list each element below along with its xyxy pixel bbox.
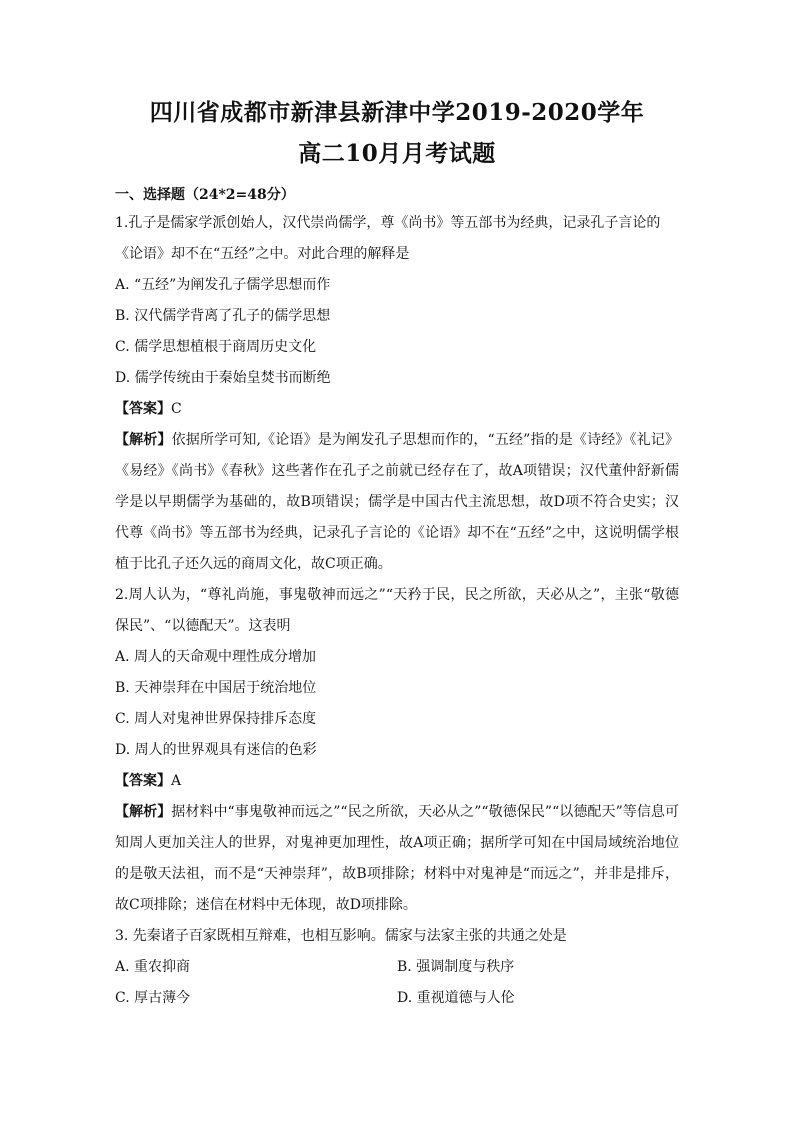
answer-value: C xyxy=(171,401,182,417)
question-stem: 2.周人认为，“尊礼尚施，事鬼敬神而远之”“天矜于民，民之所欲，天必从之”，主张“敬德保民”、“以德配天”。这表明 xyxy=(115,587,679,634)
answer-line xyxy=(115,394,679,425)
option-b: B. 天神崇拜在中国居于统治地位 xyxy=(115,680,317,696)
analysis-text: 依据所学可知,《论语》是为阐发孔子思想而作的，“五经”指的是《诗经》《礼记》《易经》《尚书》《春秋》这些著作在孔子之前就已经存在了，故A项错误；汉代董仲舒新儒学是以早期儒学为基础的，故B项错误；儒学是中国古代主流思想，故D项不符合史实；汉代尊《尚书》等五部书为经典，记录孔子言论的《论语》却不在“五经”之中，这说明儒学根植于比孔子还久远的商周文化，故C项正确。 xyxy=(115,432,679,572)
option-b: B. 汉代儒学背离了孔子的儒学思想 xyxy=(115,308,331,324)
option-c: C. 儒学思想植根于商周历史文化 xyxy=(115,339,317,355)
option-d: D. 重视道德与人伦 xyxy=(397,990,515,1006)
section-heading: 一、选择题（24*2=48分） xyxy=(115,187,295,203)
exam-page xyxy=(115,96,679,1014)
answer-line xyxy=(115,766,679,797)
option-a: A. 周人的天命观中理性成分增加 xyxy=(115,649,317,665)
analysis-label: 【解析】 xyxy=(115,804,172,820)
option-a: A. “五经”为阐发孔子儒学思想而作 xyxy=(115,277,331,293)
option-d: D. 儒学传统由于秦始皇焚书而断绝 xyxy=(115,370,331,386)
option-d: D. 周人的世界观具有迷信的色彩 xyxy=(115,742,317,758)
answer-label: 【答案】 xyxy=(115,773,171,789)
analysis xyxy=(115,797,679,921)
question-stem: 3. 先秦诸子百家既相互辩难，也相互影响。儒家与法家主张的共通之处是 xyxy=(115,928,567,944)
question-3 xyxy=(115,921,679,1014)
analysis-text: 据材料中“事鬼敬神而远之”“民之所欲，天必从之”“敬德保民”“以德配天”等信息可知周人更加关注人的世界，对鬼神更加理性，故A项正确；据所学可知在中国局域统治地位的是敬天法祖，而不是“天神崇拜”，故B项排除；材料中对鬼神是“而远之”，并非是排斥，故C项排除；迷信在材料中无体现，故D项排除。 xyxy=(115,804,679,913)
document-subtitle: 高二10月月考试题 xyxy=(298,140,496,167)
answer-value: A xyxy=(171,773,182,789)
answer-label: 【答案】 xyxy=(115,401,171,417)
options-row-2 xyxy=(115,983,679,1014)
option-c: C. 周人对鬼神世界保持排斥态度 xyxy=(115,711,317,727)
question-2 xyxy=(115,580,679,921)
question-stem-cont: 《论语》却不在“五经”之中。对此合理的解释是 xyxy=(115,246,410,262)
analysis-label: 【解析】 xyxy=(115,432,172,448)
option-a: A. 重农抑商 xyxy=(115,959,191,975)
options-row-1 xyxy=(115,952,679,983)
analysis xyxy=(115,425,679,580)
question-stem: 1.孔子是儒家学派创始人，汉代崇尚儒学，尊《尚书》等五部书为经典，记录孔子言论的 xyxy=(115,215,661,231)
document-title: 四川省成都市新津县新津中学2019-2020学年 xyxy=(149,99,645,126)
option-c: C. 厚古薄今 xyxy=(115,990,191,1006)
question-1 xyxy=(115,208,679,580)
option-b: B. 强调制度与秩序 xyxy=(397,959,515,975)
